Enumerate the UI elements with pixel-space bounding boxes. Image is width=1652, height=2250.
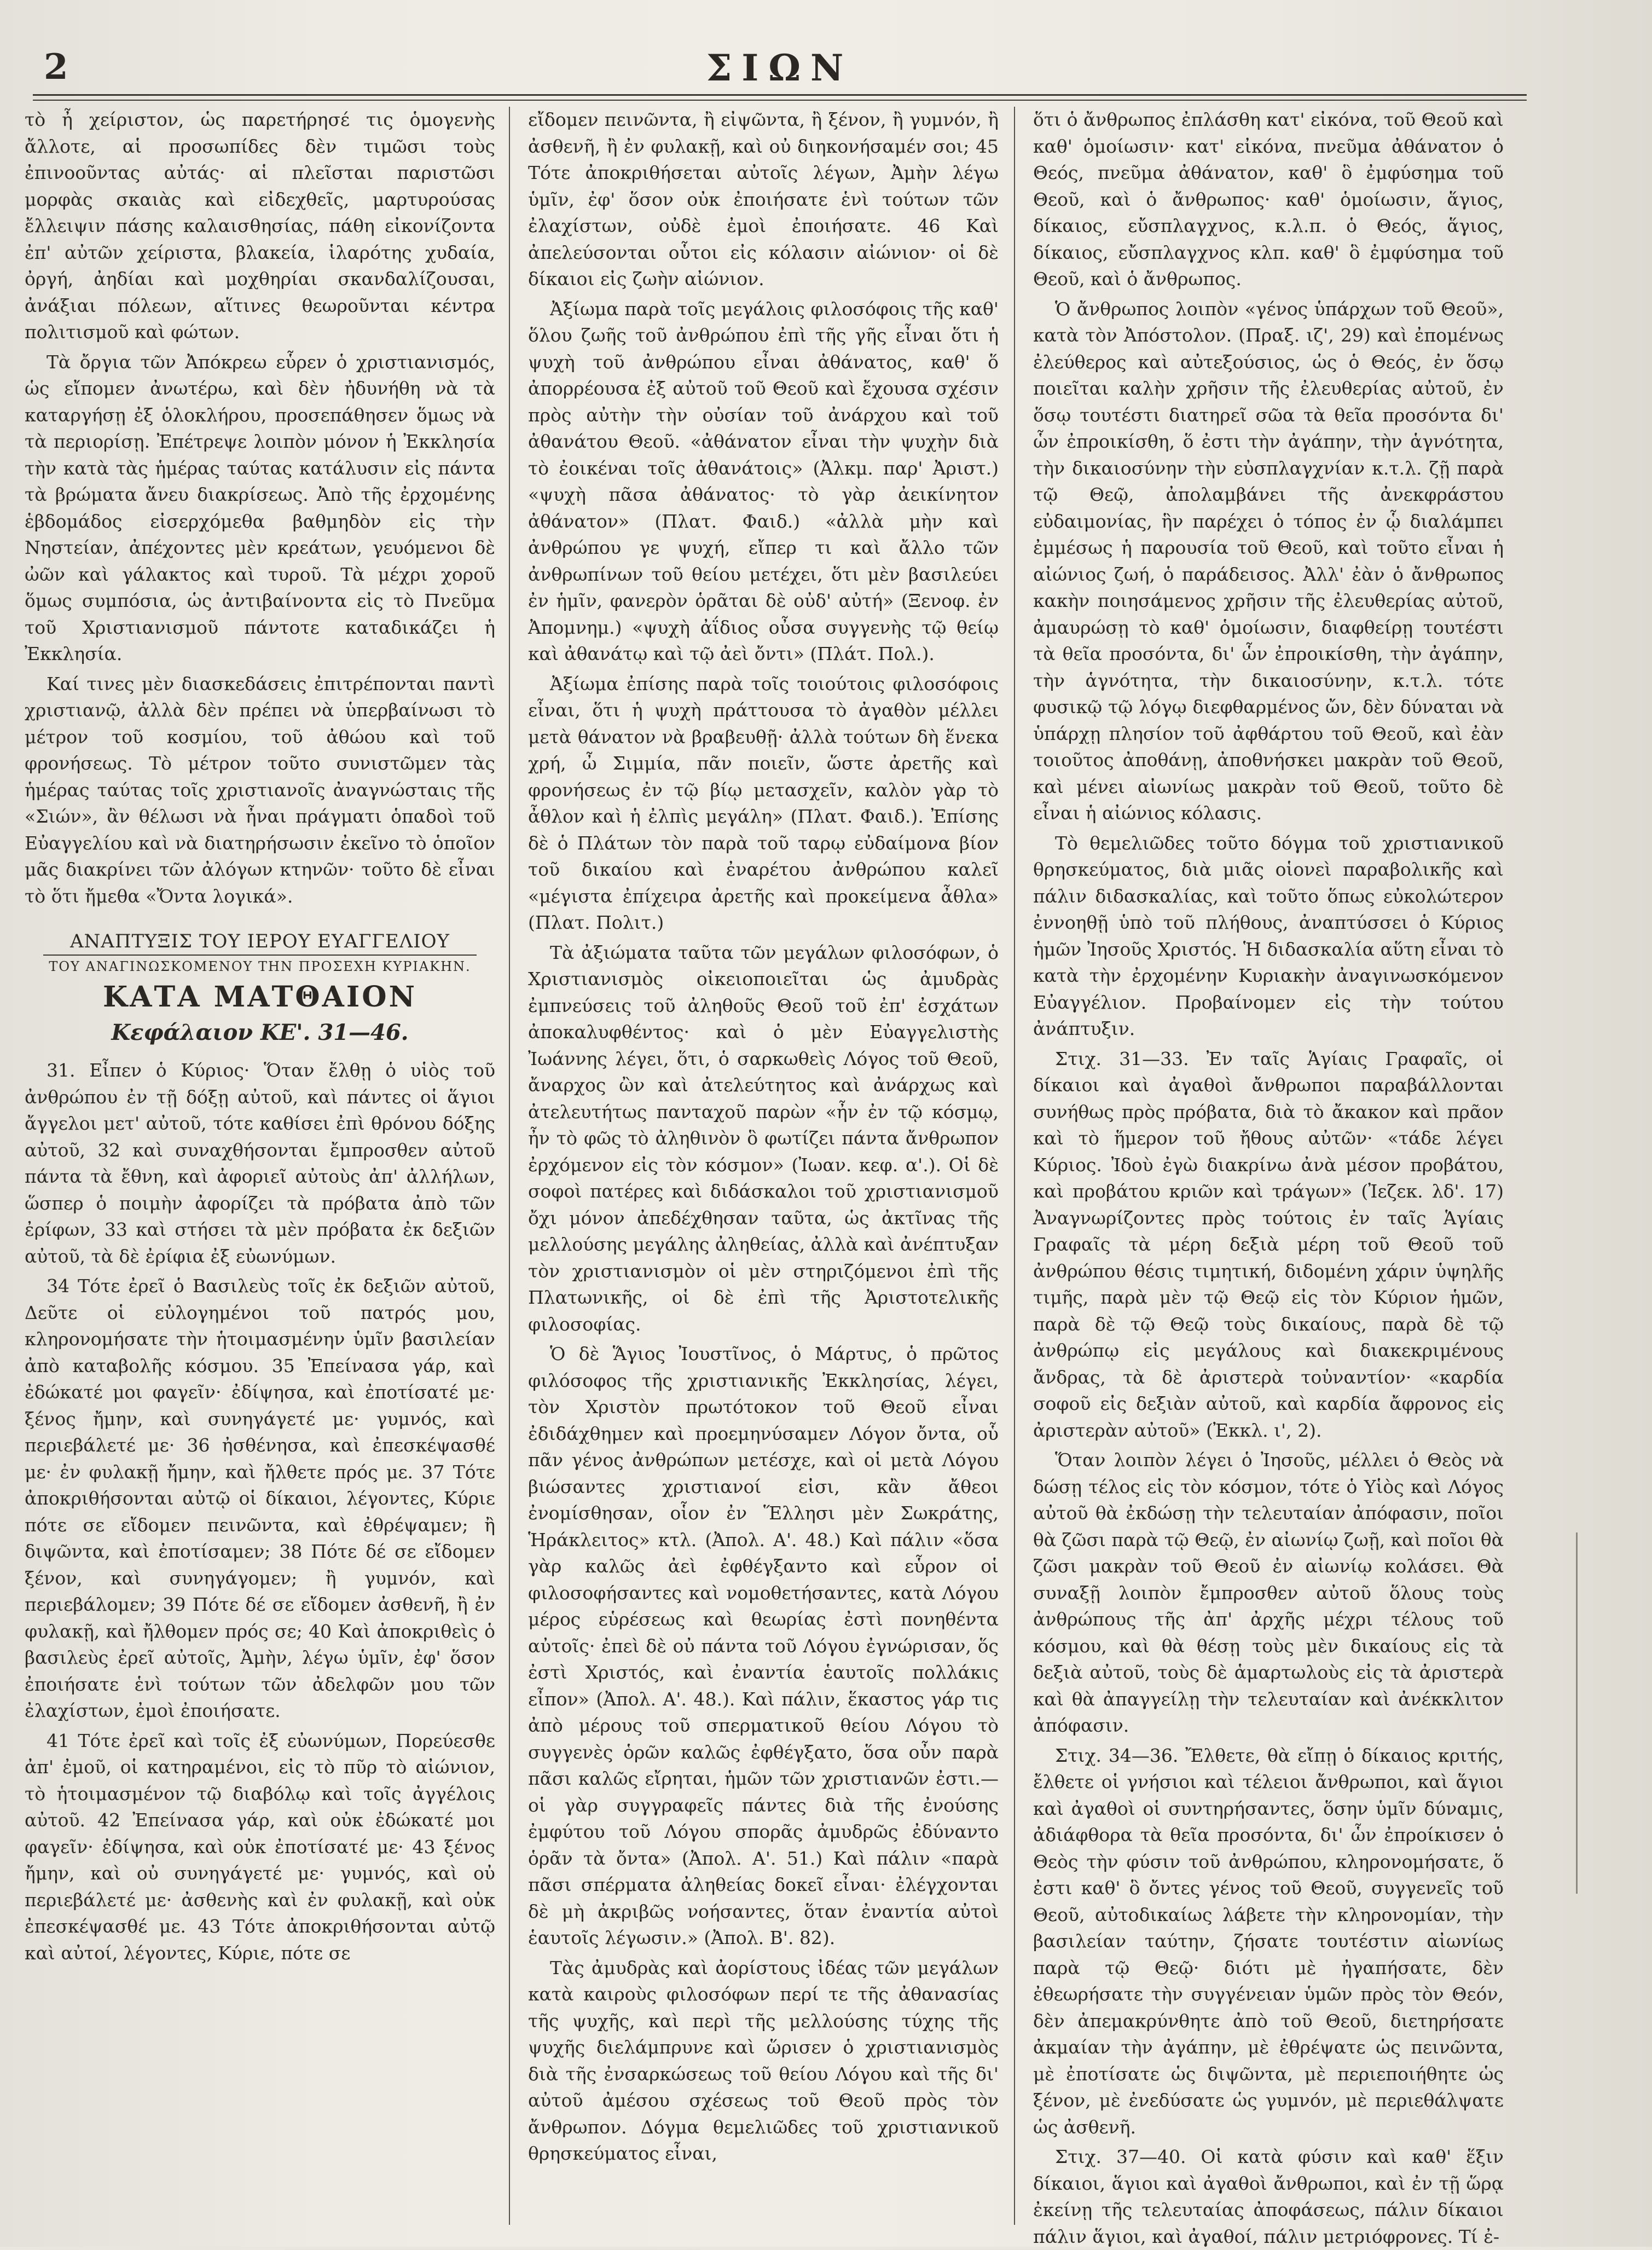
paragraph: ὅτι ὁ ἄνθρωπος ἐπλάσθη κατ' εἰκόνα, τοῦ Θεοῦ καὶ καθ' ὁμοίωσιν· κατ' εἰκόνα, πνεῦμα ἀθάνατον ὁ Θεός, πνεῦμα ἀθάνατον, καθ' ὃ ἐμφύσημα τοῦ Θεοῦ, καὶ ὁ ἄνθρωπος· καθ' ὁμοίωσιν, ἅγιος, δίκαιος, εὔσπλαγχνος, κ.λ.π. ὁ Θεός, ἅγιος, δίκαιος, εὔσπλαγχνος κλπ. καθ' ὃ ἐμφύσημα τοῦ Θεοῦ, καὶ ὁ ἄνθρωπος. bbox=[1033, 109, 1504, 290]
column-divider bbox=[509, 107, 510, 2225]
header-rule-thin bbox=[33, 100, 1527, 101]
paragraph: Τὰ ὄργια τῶν Ἀπόκρεω εὗρεν ὁ χριστιανισμός, ὡς εἴπομεν ἀνωτέρω, καὶ δὲν ἠδυνήθη νὰ τὰ καταργήσῃ ἐξ ὁλοκλήρου, προσεπάθησεν ὅμως νὰ τὰ περιορίσῃ. Ἐπέτρεψε λοιπὸν μόνον ἡ Ἐκκλησία τὴν κατὰ τὰς ἡμέρας ταύτας κατάλυσιν εἰς πάντα τὰ βρώματα ἄνευ διακρίσεως. Ἀπὸ τῆς ἐρχομένης ἑβδομάδος εἰσερχόμεθα βαθμηδὸν εἰς τὴν Νηστείαν, ἀπέχοντες μὲν κρεάτων, γευόμενοι δὲ ὠῶν καὶ γάλακτος καὶ τυροῦ. Τὰ μέχρι χοροῦ ὅμως συμπόσια, ὡς ἀντιβαίνοντα εἰς τὸ Πνεῦμα τοῦ Χριστιανισμοῦ πάντοτε καταδικάζει ἡ Ἐκκλησία. bbox=[25, 351, 495, 664]
paragraph: Τὰ ἀξιώματα ταῦτα τῶν μεγάλων φιλοσόφων, ὁ Χριστιανισμὸς οἰκειοποιεῖται ὡς ἀμυδρὰς ἐμπνεύσεις τοῦ ἀληθοῦς Θεοῦ τοῦ ἐπ' ἐσχάτων ἀποκαλυφθέντος· καὶ ὁ μὲν Εὐαγγελιστὴς Ἰωάννης λέγει, ὅτι, ὁ σαρκωθεὶς Λόγος τοῦ Θεοῦ, ἄναρχος ὢν καὶ ἀτελεύτητος καὶ ἀνάρχως καὶ ἀτελευτήτως πανταχοῦ παρὼν «ἦν ἐν τῷ κόσμῳ, ἦν τὸ φῶς τὸ ἀληθινὸν ὃ φωτίζει πάντα ἄνθρωπον ἐρχόμενον εἰς τὸν κόσμον» (Ἰωαν. κεφ. α'.). Οἱ δὲ σοφοὶ πατέρες καὶ διδάσκαλοι τοῦ χριστιανισμοῦ ὄχι μόνον ἀπεδέχθησαν ταῦτα, ὡς ἀκτῖνας τῆς μελλούσης μεγάλης ἀληθείας, ἀλλὰ καὶ ἀνέπτυξαν τὸν χριστιανισμὸν οἱ μὲν στηριζόμενοι ἐπὶ τῆς Πλατωνικῆς, οἱ δὲ ἐπὶ τῆς Ἀριστοτελικῆς φιλοσοφίας. bbox=[528, 941, 999, 1335]
paragraph: Τὸ θεμελιῶδες τοῦτο δόγμα τοῦ χριστιανικοῦ θρησκεύματος, διὰ μιᾶς οἱονεὶ παραβολικῆς καὶ πάλιν διδασκαλίας, καὶ τοῦτο ὅπως εὐκολώτερον ἐννοηθῇ ὑπὸ τοῦ πλήθους, ἀναπτύσσει ὁ Κύριος ἡμῶν Ἰησοῦς Χριστός. Ἡ διδασκαλία αὕτη εἶναι τὸ κατὰ τὴν ἐρχομένην Κυριακὴν ἀναγινωσκόμενον Εὐαγγέλιον. Προβαίνομεν εἰς τὴν τούτου ἀνάπτυξιν. bbox=[1033, 832, 1504, 1039]
paragraph: Ὅταν λοιπὸν λέγει ὁ Ἰησοῦς, μέλλει ὁ Θεὸς νὰ δώσῃ τέλος εἰς τὸν κόσμον, τότε ὁ Υἱὸς καὶ Λόγος αὐτοῦ θὰ ἐκδώσῃ τὴν τελευταίαν ἀπόφασιν, ποῖοι θὰ ζῶσι παρὰ τῷ Θεῷ, ἐν αἰωνίῳ ζωῇ, καὶ ποῖοι θὰ ζῶσι μακρὰν τοῦ Θεοῦ ἐν αἰωνίῳ κολάσει. Θὰ συναξῇ λοιπὸν ἔμπροσθεν αὐτοῦ ὅλους τοὺς ἀνθρώπους τῆς ἀπ' ἀρχῆς μέχρι τέλους τοῦ κόσμου, καὶ θὰ θέσῃ τοὺς μὲν δικαίους εἰς τὰ δεξιὰ αὐτοῦ, τοὺς δὲ ἁμαρτωλοὺς εἰς τὰ ἀριστερὰ καὶ θὰ ἀπαγγείλῃ τὴν τελευταίαν καὶ ἀνέκκλιτον ἀπόφασιν. bbox=[1033, 1449, 1504, 1736]
article-subtitle: ΤΟΥ ΑΝΑΓΙΝΩΣΚΟΜΕΝΟΥ ΤΗΝ ΠΡΟΣΕΧΗ ΚΥΡΙΑΚΗΝ. bbox=[49, 959, 471, 974]
page-number: 2 bbox=[44, 47, 68, 88]
page-header bbox=[33, 47, 1527, 96]
scripture-paragraph: 31. Εἶπεν ὁ Κύριος· Ὅταν ἔλθῃ ὁ υἱὸς τοῦ ἀνθρώπου ἐν τῇ δόξῃ αὐτοῦ, καὶ πάντες οἱ ἅγιοι ἄγγελοι μετ' αὐτοῦ, τότε καθίσει ἐπὶ θρόνου δόξης αὐτοῦ, 32 καὶ συναχθήσονται ἔμπροσθεν αὐτοῦ πάντα τὰ ἔθνη, καὶ ἀφοριεῖ αὐτοὺς ἀπ' ἀλλήλων, ὥσπερ ὁ ποιμὴν ἀφορίζει τὰ πρόβατα ἀπὸ τῶν ἐρίφων, 33 καὶ στήσει τὰ μὲν πρόβατα ἐκ δεξιῶν αὐτοῦ, τὰ δὲ ἐρίφια ἐξ εὐωνύμων. bbox=[25, 1060, 495, 1267]
column-left bbox=[25, 107, 495, 2230]
paragraph: Ἀξίωμα παρὰ τοῖς μεγάλοις φιλοσόφοις τῆς καθ' ὅλου ζωῆς τοῦ ἀνθρώπου ἐπὶ τῆς γῆς εἶναι ὅτι ἡ ψυχὴ τοῦ ἀνθρώπου εἶναι ἀθάνατος, καθ' ὅ ἀπορρέουσα ἐξ αὐτοῦ τοῦ Θεοῦ καὶ ἔχουσα σχέσιν πρὸς αὐτὴν τὴν οὐσίαν τοῦ ἀνάρχου καὶ τοῦ ἀθανάτου Θεοῦ. «ἀθάνατον εἶναι τὴν ψυχὴν διὰ τὸ ἐοικέναι τοῖς ἀθανάτοις» (Ἀλκμ. παρ' Ἀριστ.) «ψυχὴ πᾶσα ἀθάνατος· τὸ γὰρ ἀεικίνητον ἀθάνατον» (Πλατ. Φαιδ.) «ἀλλὰ μὴν καὶ ἀνθρώπου γε ψυχή, εἴπερ τι καὶ ἄλλο τῶν ἀνθρωπίνων τοῦ θείου μετέχει, ὅτι μὲν βασιλεύει ἐν ἡμῖν, φανερὸν ὁρᾶται δὲ οὐδ' αὐτή» (Ξενοφ. ἐν Ἀπομνημ.) «ψυχὴ ἀΐδιος οὖσα συγγενὴς τῷ θείῳ καὶ ἀθανάτῳ καὶ τῷ ἀεὶ ὄντι» (Πλάτ. Πολ.). bbox=[528, 298, 999, 664]
paragraph: Ὁ δὲ Ἅγιος Ἰουστῖνος, ὁ Μάρτυς, ὁ πρῶτος φιλόσοφος τῆς χριστιανικῆς Ἐκκλησίας, λέγει, τὸν Χριστὸν πρωτότοκον τοῦ Θεοῦ εἶναι ἐδιδάχθημεν καὶ προεμηνύσαμεν Λόγον ὄντα, οὗ πᾶν γένος ἀνθρώπων μετέσχε, καὶ οἱ μετὰ Λόγου βιώσαντες χριστιανοί εἰσι, κἂν ἄθεοι ἐνομίσθησαν, οἷον ἐν Ἕλλησι μὲν Σωκράτης, Ἡράκλειτος» κτλ. (Ἀπολ. Α'. 48.) Καὶ πάλιν «ὅσα γὰρ καλῶς ἀεὶ ἐφθέγξαντο καὶ εὗρον οἱ φιλοσοφήσαντες καὶ νομοθετήσαντες, κατὰ Λόγου μέρος εὑρέσεως καὶ θεωρίας ἐστὶ πονηθέντα αὐτοῖς· ἐπεὶ δὲ οὐ πάντα τοῦ Λόγου ἐγνώρισαν, ὅς ἐστὶ Χριστός, καὶ ἐναντία ἑαυτοῖς πολλάκις εἶπον» (Ἀπολ. Α'. 48.). Καὶ πάλιν, ἕκαστος γάρ τις ἀπὸ μέρους τοῦ σπερματικοῦ θείου Λόγου τὸ συγγενὲς ὁρῶν καλῶς ἐφθέγξατο, ὅσα οὖν παρὰ πᾶσι καλῶς εἴρηται, ἡμῶν τῶν χριστιανῶν ἐστι.— οἱ γὰρ συγγραφεῖς πάντες διὰ τῆς ἐνούσης ἐμφύτου τοῦ Λόγου σπορᾶς ἀμυδρῶς ἐδύναντο ὁρᾶν τὰ ὄντα» (Ἀπολ. Α'. 51.) Καὶ πάλιν «παρὰ πᾶσι σπέρματα ἀληθείας δοκεῖ εἶναι· ἐλέγχονται δὲ μὴ ἀκριβῶς νοήσαντες, ὅταν ἐναντία αὐτοὶ ἑαυτοῖς λέγωσιν.» (Ἀπολ. Β'. 82). bbox=[528, 1343, 999, 1948]
scripture-paragraph: εἴδομεν πεινῶντα, ἢ εἰψῶντα, ἢ ξένον, ἢ γυμνόν, ἢ ἀσθενῆ, ἢ ἐν φυλακῇ, καὶ οὐ διηκονήσαμέν σοι; 45 Τότε ἀποκριθήσεται αὐτοῖς λέγων, Ἀμὴν λέγω ὑμῖν, ἐφ' ὅσον οὐκ ἐποιήσατε ἑνὶ τούτων τῶν ἐλαχίστων, οὐδὲ ἐμοὶ ἐποιήσατε. 46 Καὶ ἀπελεύσονται οὗτοι εἰς κόλασιν αἰώνιον· οἱ δὲ δίκαιοι εἰς ζωὴν αἰώνιον. bbox=[528, 109, 999, 290]
article-heading bbox=[25, 928, 495, 1049]
paragraph: Ἀξίωμα ἐπίσης παρὰ τοῖς τοιούτοις φιλοσόφοις εἶναι, ὅτι ἡ ψυχὴ πράττουσα τὸ ἀγαθὸν μέλλει μετὰ θάνατον νὰ βραβευθῇ· ἀλλὰ τούτων δὴ ἕνεκα χρή, ὦ Σιμμία, πᾶν ποιεῖν, ὥστε ἀρετῆς καὶ φρονήσεως ἐν τῷ βίῳ μετασχεῖν, καλὸν γὰρ τὸ ἆθλον καὶ ἡ ἐλπὶς μεγάλη» (Πλατ. Φαιδ.). Ἐπίσης δὲ ὁ Πλάτων τὸν παρὰ τοῦ ταρῳ εὐδαίμονα βίον τοῦ δικαίου καὶ ἐναρέτου ἀνθρώπου καλεῖ «μέγιστα ἐπίχειρα ἀρετῆς καὶ προκείμενα ἆθλα» (Πλατ. Πολιτ.) bbox=[528, 673, 999, 933]
masthead-title: ΣΙΩΝ bbox=[706, 47, 854, 89]
paragraph: Στιχ. 34—36. Ἔλθετε, θὰ εἴπῃ ὁ δίκαιος κριτής, ἔλθετε οἱ γνήσιοι καὶ τέλειοι ἄνθρωποι, καὶ ἅγιοι καὶ ἀγαθοὶ οἱ συντηρήσαντες, ὅσην ὑμῖν δύναμις, ἀδιάφθορα τὰ θεῖα προσόντα, δι' ὧν ἐπροίκισεν ὁ Θεὸς τὴν φύσιν τοῦ ἀνθρώπου, κληρονομήσατε, ὅ ἐστι καθ' ὃ ὄντες γένος τοῦ Θεοῦ, συγγενεῖς τοῦ Θεοῦ, αὐτοδικαίως λάβετε τὴν κληρονομίαν, τὴν βασιλείαν ταύτην, ζήσατε τουτέστιν αἰωνίως παρὰ τῷ Θεῷ· διότι μὲ ἠγαπήσατε, δὲν ἐθεωρήσατε τὴν συγγένειαν ὑμῶν πρὸς τὸν Θεόν, δὲν ἀπεμακρύνθητε ἀπὸ τοῦ Θεοῦ, διετηρήσατε ἀκμαίαν τὴν ἀγάπην, μὲ ἐθρέψατε ὡς πεινῶντα, μὲ ἐποτίσατε ὡς διψῶντα, μὲ περιεποιήθητε ὡς ξένον, μὲ ἐνεδύσατε ὡς γυμνόν, μὲ περιεθάλψατε ὡς ἀσθενῆ. bbox=[1033, 1744, 1504, 2138]
paragraph: τὸ ἦ χείριστον, ὡς παρετήρησέ τις ὁμογενὴς ἄλλοτε, αἱ προσωπίδες δὲν τιμῶσι τοὺς ἐπινοοῦντας αὐτάς· αἱ πλεῖσται παριστῶσι μορφὰς σκαιὰς καὶ εἰδεχθεῖς, μαρτυρούσας ἔλλειψιν πάσης καλαισθησίας, πάθη εἰκονίζοντα ἐπ' αὐτῶν χείριστα, βλακεία, ἱλαρότης χυδαία, ὀργή, ἀηδίαι καὶ μοχθηρίαι σκανδαλίζουσαι, ἀνάξιαι πόλεων, αἵτινες θεωροῦνται κέντρα πολιτισμοῦ καὶ φώτων. bbox=[25, 109, 495, 343]
gospel-title: ΚΑΤΑ ΜΑΤΘΑΙΟΝ bbox=[102, 980, 418, 1014]
header-rule bbox=[33, 94, 1527, 96]
scripture-paragraph: 34 Τότε ἐρεῖ ὁ Βασιλεὺς τοῖς ἐκ δεξιῶν αὐτοῦ, Δεῦτε οἱ εὐλογημένοι τοῦ πατρός μου, κληρονομήσατε τὴν ἡτοιμασμένην ὑμῖν βασιλείαν ἀπὸ καταβολῆς κόσμου. 35 Ἐπείνασα γάρ, καὶ ἐδώκατέ μοι φαγεῖν· ἐδίψησα, καὶ ἐποτίσατέ με· ξένος ἤμην, καὶ συνηγάγετέ με· γυμνός, καὶ περιεβάλετέ με· 36 ἠσθένησα, καὶ ἐπεσκέψασθέ με· ἐν φυλακῇ ἤμην, καὶ ἤλθετε πρός με. 37 Τότε ἀποκριθήσονται αὐτῷ οἱ δίκαιοι, λέγοντες, Κύριε πότε σε εἴδομεν πεινῶντα, καὶ ἐθρέψαμεν; ἢ διψῶντα, καὶ ἐποτίσαμεν; 38 Πότε δέ σε εἴδομεν ξένον, καὶ συνηγάγομεν; ἢ γυμνόν, καὶ περιεβάλομεν; 39 Πότε δέ σε εἴδομεν ἀσθενῆ, ἢ ἐν φυλακῇ, καὶ ἤλθομεν πρός σε; 40 Καὶ ἀποκριθεὶς ὁ βασιλεὺς ἐρεῖ αὐτοῖς, Ἀμὴν, λέγω ὑμῖν, ἐφ' ὅσον ἐποιήσατε ἑνὶ τούτων τῶν ἀδελφῶν μου τῶν ἐλαχίστων, ἐμοὶ ἐποιήσατε. bbox=[25, 1275, 495, 1721]
margin-mark bbox=[1576, 1532, 1590, 1894]
article-title: ΑΝΑΠΤΥΞΙΣ ΤΟΥ ΙΕΡΟΥ ΕΥΑΓΓΕΛΙΟΥ bbox=[69, 930, 450, 952]
column-divider bbox=[1014, 107, 1015, 2225]
paragraph: Τὰς ἀμυδρὰς καὶ ἀορίστους ἰδέας τῶν μεγάλων κατὰ καιροὺς φιλοσόφων περί τε τῆς ἀθανασίας τῆς ψυχῆς, καὶ περὶ τῆς μελλούσης τύχης τῆς ψυχῆς διελάμπρυνε καὶ ὥρισεν ὁ χριστιανισμὸς διὰ τῆς ἐνσαρκώσεως τοῦ θείου Λόγου καὶ τῆς δι' αὐτοῦ ἀμέσου σχέσεως τοῦ Θεοῦ πρὸς τὸν ἄνθρωπον. Δόγμα θεμελιῶδες τοῦ χριστιανικοῦ θρησκεύματος εἶναι, bbox=[528, 1957, 999, 2164]
paragraph: Καί τινες μὲν διασκεδάσεις ἐπιτρέπονται παντὶ χριστιανῷ, ἀλλὰ δὲν πρέπει νὰ ὑπερβαίνωσι τὸ μέτρον τοῦ κοσμίου, τοῦ ἀθώου καὶ τοῦ φρονήσεως. Τὸ μέτρον τοῦτο συνιστῶμεν τὰς ἡμέρας ταύτας τοῖς χριστιανοῖς ἀναγνώσταις τῆς «Σιών», ἂν θέλωσι νὰ ἦναι πράγματι ὁπαδοὶ τοῦ Εὐαγγελίου καὶ νὰ διατηρήσωσιν ἐκεῖνο τὸ ὁποῖον μᾶς διακρίνει τῶν ἀλόγων κτηνῶν· τοῦτο δὲ εἶναι τὸ ὅτι ἤμεθα «Ὄντα λογικά». bbox=[25, 673, 495, 907]
paragraph: Στιχ. 37—40. Οἱ κατὰ φύσιν καὶ καθ' ἕξιν δίκαιοι, ἅγιοι καὶ ἀγαθοὶ ἄνθρωποι, καὶ ἐν τῇ ὥρᾳ ἐκείνῃ τῆς τελευταίας ἀποφάσεως, πάλιν δίκαιοι πάλιν ἅγιοι, καὶ ἀγαθοί, πάλιν μετριόφρονες. Τί ἐ- bbox=[1033, 2146, 1504, 2247]
paragraph: Ὁ ἄνθρωπος λοιπὸν «γένος ὑπάρχων τοῦ Θεοῦ», κατὰ τὸν Ἀπόστολον. (Πραξ. ιζ', 29) καὶ ἐπομένως ἐλεύθερος καὶ αὐτεξούσιος, ὡς ὁ Θεός, ἐν ὅσῳ ποιεῖται καλὴν χρῆσιν τῆς ἐλευθερίας αὐτοῦ, ἐν ὅσῳ τουτέστι διατηρεῖ σῶα τὰ θεῖα προσόντα δι' ὧν ἐπροικίσθη, ὅ ἐστι τὴν ἀγάπην, τὴν ἁγνότητα, τὴν δικαιοσύνην τὴν εὐσπλαγχνίαν κ.τ.λ. ζῇ παρὰ τῷ Θεῷ, ἀπολαμβάνει τῆς ἀνεκφράστου εὐδαιμονίας, ἣν παρέχει ὁ τόπος ἐν ᾧ διαλάμπει ἐμμέσως ἡ παρουσία τοῦ Θεοῦ, καὶ τοῦτο εἶναι ἡ αἰώνιος ζωή, ὁ παράδεισος. Ἀλλ' ἐὰν ὁ ἄνθρωπος κακὴν ποιησάμενος χρῆσιν τῆς ἐλευθερίας αὐτοῦ, ἀμαυρώσῃ τὸ καθ' ὁμοίωσιν, διαφθείρῃ τουτέστι τὰ θεῖα προσόντα, δι' ὧν ἐπροικίσθη, τὴν ἀγάπην, τὴν ἁγνότητα, τὴν δικαιοσύνην, κ.τ.λ. τότε φυσικῷ τῷ λόγῳ διεφθαρμένος ὤν, δὲν δύναται νὰ ὑπάρχῃ πλησίον τοῦ ἀφθάρτου τοῦ Θεοῦ, καὶ ἐὰν τοιοῦτος ἀποθάνῃ, ἀποθνήσκει μακρὰν τοῦ Θεοῦ, καὶ μένει αἰωνίως μακρὰν τοῦ Θεοῦ, τοῦτο δὲ εἶναι ἡ αἰώνιος κόλασις. bbox=[1033, 298, 1504, 824]
chapter-reference: Κεφάλαιον ΚΕ'. 31—46. bbox=[111, 1020, 409, 1045]
column-right bbox=[1033, 107, 1504, 2247]
scripture-paragraph: 41 Τότε ἐρεῖ καὶ τοῖς ἐξ εὐωνύμων, Πορεύεσθε ἀπ' ἐμοῦ, οἱ κατηραμένοι, εἰς τὸ πῦρ τὸ αἰώνιον, τὸ ἡτοιμασμένον τῷ διαβόλῳ καὶ τοῖς ἀγγέλοις αὐτοῦ. 42 Ἐπείνασα γάρ, καὶ οὐκ ἐδώκατέ μοι φαγεῖν· ἐδίψησα, καὶ οὐκ ἐποτίσατέ με· 43 ξένος ἤμην, καὶ οὐ συνηγάγετέ με· γυμνός, καὶ οὐ περιεβάλετέ με· ἀσθενὴς καὶ ἐν φυλακῇ, καὶ οὐκ ἐπεσκέψασθέ με. 43 Τότε ἀποκριθήσονται αὐτῷ καὶ αὐτοί, λέγοντες, Κύριε, πότε σε bbox=[25, 1730, 495, 1964]
paragraph: Στιχ. 31—33. Ἐν ταῖς Ἁγίαις Γραφαῖς, οἱ δίκαιοι καὶ ἀγαθοὶ ἄνθρωποι παραβάλλονται συνήθως πρὸς πρόβατα, διὰ τὸ ἄκακον καὶ πρᾶον καὶ τὸ ἥμερον τοῦ ἤθους αὐτῶν· «τάδε λέγει Κύριος. Ἰδοὺ ἐγὼ διακρίνω ἀνὰ μέσον προβάτου, καὶ προβάτου κριῶν καὶ τράγων» (Ἰεζεκ. λδ'. 17) Ἀναγνωρίζοντες πρὸς τούτοις ἐν ταῖς Ἁγίαις Γραφαῖς τὰ μέρη δεξιὰ μέρη τοῦ Θεοῦ τοῦ ἀνθρώπου θέσις τιμητική, διδομένη χάριν ὑψηλῆς τιμῆς, παρὰ μὲν τῷ Θεῷ εἰς τὸν Κύριον ἡμῶν, παρὰ δὲ τῷ Θεῷ τοὺς δικαίους, παρὰ δὲ τῷ ἀνθρώπῳ εἰς μεγάλους καὶ διακεκριμένους ἄνδρας, τὰ δὲ ἀριστερὰ τοὐναντίον· «καρδία σοφοῦ εἰς δεξιὰν αὐτοῦ, καὶ καρδία ἄφρονος εἰς ἀριστερὰν αὐτοῦ» (Ἐκκλ. ι', 2). bbox=[1033, 1048, 1504, 1441]
column-middle bbox=[528, 107, 999, 2230]
